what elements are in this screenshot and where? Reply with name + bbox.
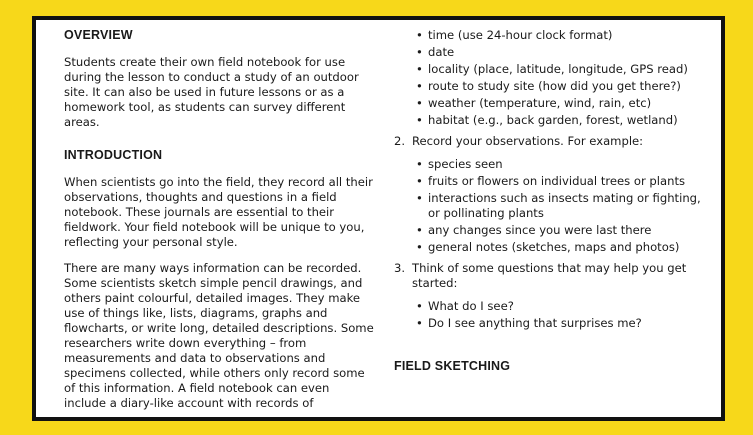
list-item: • What do I see? [416, 299, 709, 314]
list-item: • habitat (e.g., back garden, forest, wetland) [416, 113, 709, 128]
list-item: • general notes (sketches, maps and photos) [416, 240, 709, 255]
observations-list [416, 157, 709, 255]
step-3-text: Think of some questions that may help you get started: [412, 261, 687, 290]
step-2-text: Record your observations. For example: [412, 134, 644, 148]
overview-heading: OVERVIEW [64, 28, 133, 42]
page-frame [32, 16, 725, 421]
list-item: • species seen [416, 157, 709, 172]
site-details-list [416, 28, 709, 128]
list-item: • Do I see anything that surprises me? [416, 316, 709, 331]
list-item: • time (use 24-hour clock format) [416, 28, 709, 43]
introduction-paragraph-1: When scientists go into the field, they record all their observations, thoughts and questions in a field notebook. These journals are essential to their fieldwork. Your field notebook will be unique to you, reflecting your personal style. [64, 175, 373, 249]
step-2-number: 2. [394, 134, 406, 148]
list-item: • fruits or flowers on individual trees or plants [416, 174, 709, 189]
right-column [394, 28, 709, 386]
list-item: • interactions such as insects mating or fighting, or pollinating plants [416, 191, 709, 221]
list-item: • date [416, 45, 709, 60]
list-item: • locality (place, latitude, longitude, GPS read) [416, 62, 709, 77]
field-sketching-heading: FIELD SKETCHING [394, 359, 511, 373]
step-3 [394, 261, 709, 291]
list-item: • any changes since you were last there [416, 223, 709, 238]
step-3-number: 3. [394, 261, 406, 275]
introduction-heading: INTRODUCTION [64, 148, 163, 162]
list-item: • weather (temperature, wind, rain, etc) [416, 96, 709, 111]
overview-paragraph: Students create their own field notebook for use during the lesson to conduct a study of an outdoor site. It can also be used in future lessons or as a homework tool, as students can survey different areas. [64, 55, 359, 129]
step-2 [394, 134, 709, 149]
left-column [64, 28, 374, 421]
list-item: • route to study site (how did you get there?) [416, 79, 709, 94]
introduction-paragraph-2: There are many ways information can be recorded. Some scientists sketch simple pencil drawings, and others paint colourful, detailed images. They make use of things like, lists, diagrams, graphs and flowcharts, or write long, detailed descriptions. Some researchers write down everything – from measurements and data to observations and specimens collected, while others only record some of this information. A field notebook can even include a diary-like account with records of [64, 261, 374, 410]
questions-list [416, 299, 709, 331]
